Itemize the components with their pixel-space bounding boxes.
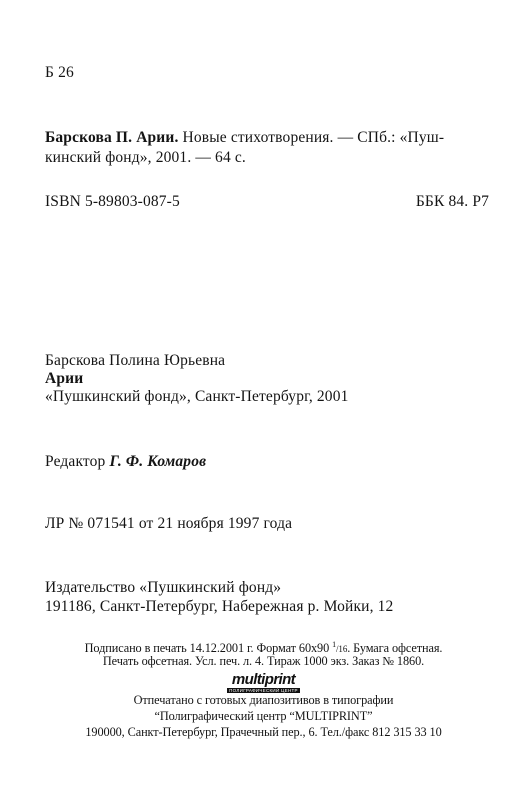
publisher-line: «Пушкинский фонд», Санкт-Петербург, 2001 xyxy=(45,388,349,405)
editor-name: Г. Ф. Комаров xyxy=(109,453,207,470)
print-info-line-1: Подписано в печать 14.12.2001 г. Формат 60х90 $^1$/16. Бумага офсетная. xyxy=(84,640,443,655)
print-info-line-2: Печать офсетная. Усл. печ. л. 4. Тираж 1000 экз. Заказ № 1860. xyxy=(102,654,425,668)
printer-line-1: Отпечатано с готовых диапозитивов в типографии xyxy=(133,693,394,707)
editor-line xyxy=(45,452,206,472)
printer-line-2: “Полиграфический центр “MULTIPRINT” xyxy=(154,709,373,723)
annotation-line-1 xyxy=(45,128,444,148)
catalog-code: Б 26 xyxy=(45,64,74,81)
logo-word: multiprint xyxy=(231,671,296,688)
isbn: ISBN 5-89803-087-5 xyxy=(45,193,180,210)
book-title: Арии xyxy=(45,370,84,387)
annotation-author-title: Барскова П. Арии. xyxy=(45,129,179,146)
author-full-name: Барскова Полина Юрьевна xyxy=(45,352,226,369)
editor-label: Редактор xyxy=(45,453,110,470)
multiprint-logo xyxy=(227,673,300,693)
bbk-code: ББК 84. Р7 xyxy=(415,193,489,210)
annotation-description: Новые стихотворения. — СПб.: «Пуш- xyxy=(178,129,445,146)
annotation-line-2: кинский фонд», 2001. — 64 с. xyxy=(45,149,246,166)
printer-line-3: 190000, Санкт-Петербург, Прачечный пер., 6. Тел./факс 812 315 33 10 xyxy=(85,725,442,739)
logo-subtitle-bar: ПОЛИГРАФИЧЕСКИЙ ЦЕНТР xyxy=(229,688,298,693)
publisher-name: Издательство «Пушкинский фонд» xyxy=(45,579,282,596)
license-line: ЛР № 071541 от 21 ноября 1997 года xyxy=(45,515,293,532)
publisher-address: 191186, Санкт-Петербург, Набережная р. Мойки, 12 xyxy=(45,598,394,615)
